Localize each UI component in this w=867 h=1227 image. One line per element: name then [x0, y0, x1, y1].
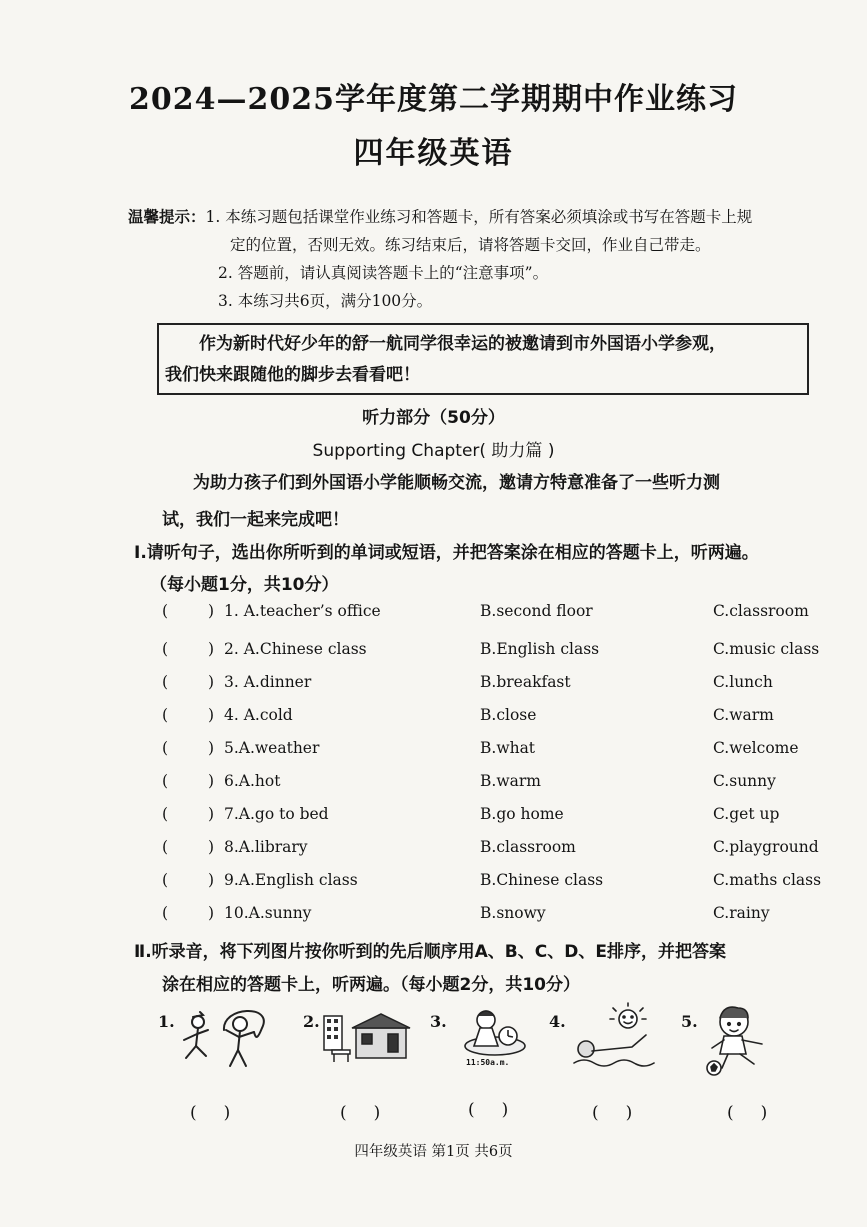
question-row [162, 904, 822, 928]
section2-instruction-line2: 涂在相应的答题卡上，听两遍。（每小题2分，共10分） [162, 975, 580, 995]
picture-label-2: 2. [303, 1012, 320, 1031]
option-b: B.close [480, 706, 537, 724]
page-title: 2024—2025学年度第二学期期中作业练习 [129, 82, 738, 117]
tips-item-1-cont: 定的位置，否则无效。练习结束后，请将答题卡交回，作业自己带走。 [230, 236, 711, 254]
option-a: 2. A.Chinese class [224, 640, 367, 658]
intro-box [157, 323, 809, 395]
option-a: 9.A.English class [224, 871, 358, 889]
question-row [162, 838, 822, 862]
option-a: 10.A.sunny [224, 904, 312, 922]
listening-heading: 听力部分（50分） [362, 408, 505, 428]
sun-swimmer-icon [572, 1005, 662, 1073]
question-row [162, 739, 822, 763]
option-b: B.English class [480, 640, 600, 658]
answer-paren-open[interactable]: ( [162, 904, 169, 922]
page-subtitle: 四年级英语 [353, 136, 514, 171]
answer-paren-close[interactable]: ) [208, 904, 215, 922]
chapter-heading: Supporting Chapter( 助力篇 ) [312, 441, 555, 461]
picture-label-1: 1. [158, 1012, 175, 1031]
answer-paren-open[interactable]: ( [162, 602, 169, 620]
option-b: B.breakfast [480, 673, 571, 691]
option-b: B.warm [480, 772, 541, 790]
answer-paren-close[interactable]: ) [208, 706, 215, 724]
page-footer: 四年级英语 第1页 共6页 [354, 1144, 513, 1160]
tips-item-3: 3. 本练习共6页，满分100分。 [218, 292, 433, 310]
intro-box-line2: 我们快来跟随他的脚步去看看吧！ [165, 365, 420, 385]
boy-football-icon [702, 1004, 782, 1078]
children-running-icon [178, 1010, 278, 1075]
section1-score: （每小题1分，共10分） [150, 575, 339, 595]
clock-caption: 11:50a.m. [466, 1058, 510, 1067]
answer-paren-open[interactable]: ( [162, 772, 169, 790]
option-c: C.rainy [713, 904, 770, 922]
answer-paren-close[interactable]: ) [208, 640, 215, 658]
option-c: C.get up [713, 805, 780, 823]
answer-paren-open[interactable]: ( [162, 640, 169, 658]
question-row [162, 640, 822, 664]
boy-clock-icon [460, 1006, 530, 1064]
option-b: B.go home [480, 805, 564, 823]
answer-paren-open[interactable]: ( [162, 805, 169, 823]
option-c: C.warm [713, 706, 774, 724]
question-row [162, 602, 822, 626]
answer-paren-open[interactable]: ( [162, 673, 169, 691]
option-a: 1. A.teacher’s office [224, 602, 381, 620]
tips-item-1: 1. 本练习题包括课堂作业练习和答题卡，所有答案必须填涂或书写在答题卡上规 [205, 208, 753, 226]
option-b: B.snowy [480, 904, 546, 922]
option-a: 7.A.go to bed [224, 805, 329, 823]
picture-label-4: 4. [549, 1012, 566, 1031]
answer-paren-close[interactable]: ) [208, 739, 215, 757]
buildings-icon [322, 1010, 412, 1068]
answer-paren-close[interactable]: ) [208, 871, 215, 889]
option-a: 8.A.library [224, 838, 308, 856]
option-c: C.welcome [713, 739, 799, 757]
option-c: C.maths class [713, 871, 822, 889]
picture-answer-3[interactable]: ( ) [468, 1100, 509, 1120]
intro-box-line1: 作为新时代好少年的舒一航同学很幸运的被邀请到市外国语小学参观， [199, 334, 726, 354]
answer-paren-close[interactable]: ) [208, 805, 215, 823]
question-row [162, 805, 822, 829]
option-a: 3. A.dinner [224, 673, 312, 691]
option-c: C.classroom [713, 602, 809, 620]
answer-paren-close[interactable]: ) [208, 772, 215, 790]
answer-paren-open[interactable]: ( [162, 871, 169, 889]
answer-paren-close[interactable]: ) [208, 602, 215, 620]
tips-item-2: 2. 答题前，请认真阅读答题卡上的“注意事项”。 [218, 264, 549, 282]
question-row [162, 706, 822, 730]
option-a: 5.A.weather [224, 739, 320, 757]
tips-block [128, 203, 828, 315]
question-row [162, 871, 822, 895]
listening-intro-line2: 试，我们一起来完成吧！ [162, 510, 349, 530]
option-a: 4. A.cold [224, 706, 293, 724]
option-a: 6.A.hot [224, 772, 281, 790]
picture-answer-2[interactable]: ( ) [340, 1103, 381, 1123]
option-c: C.playground [713, 838, 819, 856]
picture-answer-1[interactable]: ( ) [190, 1103, 231, 1123]
question-row [162, 673, 822, 697]
question-row [162, 772, 822, 796]
section2-instruction-line1: Ⅱ.听录音，将下列图片按你听到的先后顺序用A、B、C、D、E排序，并把答案 [134, 942, 726, 962]
answer-paren-open[interactable]: ( [162, 838, 169, 856]
answer-paren-close[interactable]: ) [208, 673, 215, 691]
option-b: B.classroom [480, 838, 576, 856]
answer-paren-open[interactable]: ( [162, 739, 169, 757]
tips-label: 温馨提示： [128, 207, 206, 226]
listening-intro-line1: 为助力孩子们到外国语小学能顺畅交流，邀请方特意准备了一些听力测 [193, 473, 720, 493]
section1-instruction: Ⅰ.请听句子，选出你所听到的单词或短语，并把答案涂在相应的答题卡上，听两遍。 [134, 543, 759, 563]
option-b: B.what [480, 739, 536, 757]
picture-label-5: 5. [681, 1012, 698, 1031]
picture-label-3: 3. [430, 1012, 447, 1031]
picture-answer-5[interactable]: ( ) [727, 1103, 768, 1123]
option-c: C.lunch [713, 673, 773, 691]
option-b: B.Chinese class [480, 871, 604, 889]
picture-answer-4[interactable]: ( ) [592, 1103, 633, 1123]
option-b: B.second floor [480, 602, 593, 620]
option-c: C.music class [713, 640, 820, 658]
answer-paren-close[interactable]: ) [208, 838, 215, 856]
answer-paren-open[interactable]: ( [162, 706, 169, 724]
option-c: C.sunny [713, 772, 776, 790]
